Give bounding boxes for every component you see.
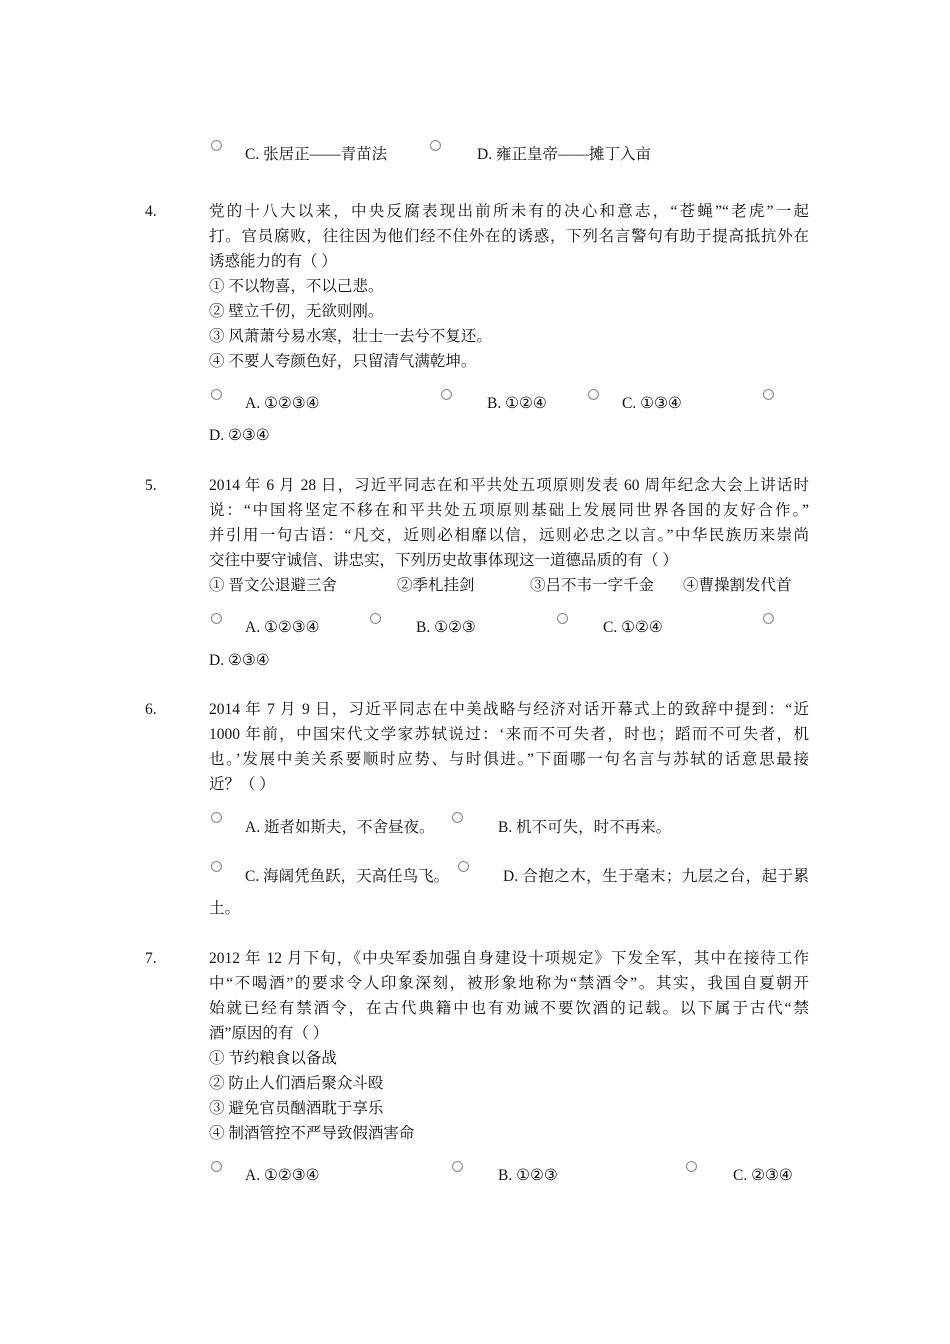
q6-stem-line: 近？（ ） (209, 776, 275, 793)
q5-item: ③吕不韦一字千金 (530, 577, 655, 594)
q7-stem-line: 中“不喝酒”的要求令人印象深刻，被形象地称为“禁酒令”。其实，我国自夏朝开 (209, 975, 809, 992)
q7-option-c: C. ②③④ (733, 1167, 793, 1184)
q4-option-c: C. ①③④ (622, 395, 682, 412)
q5-stem-line: 并引用一句古语：“凡交，近则必相靡以信，远则必忠之以言。”中华民族历来崇尚 (209, 527, 809, 544)
q4-item: ④ 不要人夸颜色好，只留清气满乾坤。 (209, 353, 477, 370)
q6-option-c: C. 海阔凭鱼跃，天高任鸟飞。 (245, 868, 450, 885)
q7-item: ③ 避免官员酗酒耽于享乐 (209, 1100, 384, 1117)
q4-stem-line: 诱惑能力的有（ ） (209, 253, 337, 270)
q5-stem-line: 2014 年 6 月 28 日，习近平同志在和平共处五项原则发表 60 周年纪念大会上讲话时 (209, 477, 809, 494)
radio-q6-b[interactable] (452, 812, 463, 823)
radio-q3-d[interactable] (430, 140, 441, 151)
q6-stem-line: 2014 年 7 月 9 日，习近平同志在中美战略与经济对话开幕式上的致辞中提到：“近 (209, 701, 809, 718)
q5-option-b: B. ①②③ (416, 619, 476, 636)
q6-option-a: A. 逝者如斯夫，不舍昼夜。 (245, 819, 435, 836)
question-number: 5. (145, 477, 157, 494)
q7-stem-line: 2012 年 12 月下旬，《中央军委加强自身建设十项规定》下发全军，其中在接待工作 (209, 950, 809, 967)
q4-item: ② 壁立千仞，无欲则刚。 (209, 303, 384, 320)
q7-option-a: A. ①②③④ (245, 1167, 320, 1184)
radio-q5-b[interactable] (370, 613, 381, 624)
q6-option-d: D. 合抱之木，生于毫末；九层之台，起于累 (503, 868, 809, 885)
q4-stem-line: 打。官员腐败，往往因为他们经不住外在的诱惑，下列名言警句有助于提高抵抗外在 (209, 228, 809, 245)
q6-option-b: B. 机不可失，时不再来。 (498, 819, 672, 836)
q4-option-a: A. ①②③④ (245, 395, 320, 412)
q5-item: ① 晋文公退避三舍 (209, 577, 337, 594)
question-number: 7. (145, 950, 157, 967)
q4-item: ① 不以物喜，不以己悲。 (209, 278, 384, 295)
q6-option-d-continued: 土。 (209, 900, 241, 917)
q5-option-c: C. ①②④ (603, 619, 663, 636)
q4-option-d: D. ②③④ (209, 427, 270, 444)
q4-stem-line: 党的十八大以来，中央反腐表现出前所未有的决心和意志，“苍蝇”“老虎”一起 (209, 203, 809, 220)
q5-item: ④曹操割发代首 (683, 577, 792, 594)
q7-item: ① 节约粮食以备战 (209, 1050, 337, 1067)
question-number: 6. (145, 701, 157, 718)
radio-q7-b[interactable] (452, 1161, 463, 1172)
radio-q6-c[interactable] (211, 861, 222, 872)
q5-item: ②季札挂剑 (397, 577, 475, 594)
radio-q7-c[interactable] (686, 1161, 697, 1172)
radio-q3-c[interactable] (211, 140, 222, 151)
q4-item: ③ 风萧萧兮易水寒，壮士一去兮不复还。 (209, 328, 492, 345)
radio-q5-d[interactable] (763, 613, 774, 624)
q3-option-c: C. 张居正——青苗法 (245, 146, 388, 163)
radio-q4-d[interactable] (763, 389, 774, 400)
radio-q4-c[interactable] (588, 389, 599, 400)
radio-q7-a[interactable] (211, 1161, 222, 1172)
question-number: 4. (145, 203, 157, 220)
q3-option-d: D. 雍正皇帝——摊丁入亩 (477, 146, 651, 163)
q6-stem-line: 也。’发展中美关系要顺时应势、与时俱进。”下面哪一句名言与苏轼的话意思最接 (209, 751, 809, 768)
q5-stem-line: 交往中要守诚信、讲忠实，下列历史故事体现这一道德品质的有（ ） (209, 552, 678, 569)
radio-q6-a[interactable] (211, 812, 222, 823)
radio-q6-d[interactable] (458, 861, 469, 872)
q6-stem-line: 1000 年前，中国宋代文学家苏轼说过：‘来而不可失者，时也；蹈而不可失者，机 (209, 726, 809, 743)
radio-q4-a[interactable] (211, 389, 222, 400)
q5-option-d: D. ②③④ (209, 652, 270, 669)
q7-stem-line: 酒”原因的有（ ） (209, 1025, 329, 1042)
q4-option-b: B. ①②④ (487, 395, 547, 412)
q7-option-b: B. ①②③ (498, 1167, 558, 1184)
radio-q5-a[interactable] (211, 613, 222, 624)
q7-item: ② 防止人们酒后聚众斗殴 (209, 1075, 384, 1092)
radio-q4-b[interactable] (441, 389, 452, 400)
q5-option-a: A. ①②③④ (245, 619, 320, 636)
radio-q5-c[interactable] (557, 613, 568, 624)
q7-item: ④ 制酒管控不严导致假酒害命 (209, 1125, 415, 1142)
q5-stem-line: 说：“中国将坚定不移在和平共处五项原则基础上发展同世界各国的友好合作。” (209, 502, 809, 519)
q7-stem-line: 始就已经有禁酒令，在古代典籍中也有劝诫不要饮酒的记载。以下属于古代“禁 (209, 1000, 809, 1017)
